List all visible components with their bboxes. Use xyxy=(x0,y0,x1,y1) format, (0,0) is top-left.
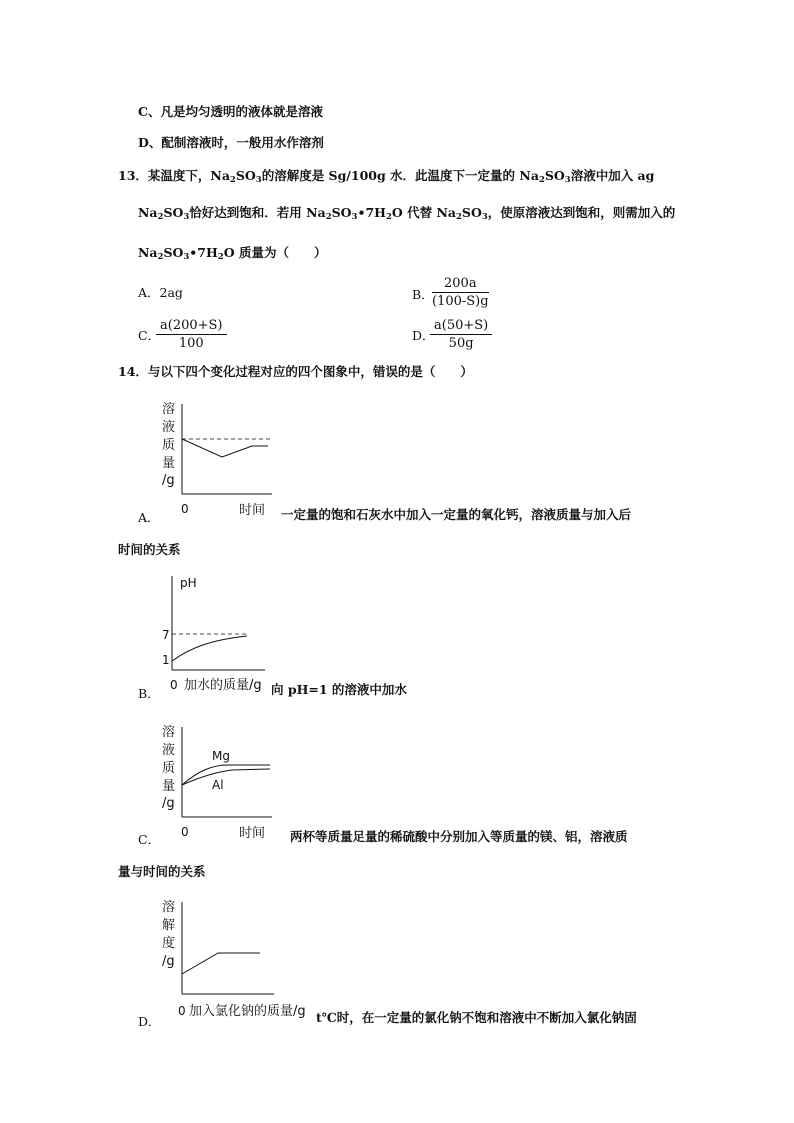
q13-stem-line1: 13．某温度下，$Na_2SO_3$的溶解度是 Sg/100g 水．此温度下一定量的 $Na_2SO_3$溶液中加入 ag xyxy=(118,168,655,185)
q14-stem: 14．与以下四个变化过程对应的四个图象中，错误的是（ ） xyxy=(118,364,473,379)
y-label-char: 溶 xyxy=(162,900,176,915)
y-label-char: 质 xyxy=(162,438,176,453)
al-label: Al xyxy=(212,778,224,792)
q13-option-b-letter: B． xyxy=(412,287,434,302)
y-label-char: 溶 xyxy=(162,402,176,417)
q14-option-c-letter: C． xyxy=(138,832,161,847)
q13-option-a xyxy=(138,285,183,301)
y-label-char: /g xyxy=(162,796,175,811)
q13-stem-line2: $Na_2SO_3$恰好达到饱和．若用 $Na_2SO_3•7H_2O$ 代替 $Na_2SO_3$，使原溶液达到饱和，则需加入的 xyxy=(138,205,676,222)
fraction-denominator: 100 xyxy=(178,336,204,351)
fraction-numerator: a(50+S) xyxy=(430,318,492,335)
y-label-char: 度 xyxy=(162,936,176,951)
y-label-char: 液 xyxy=(162,420,176,435)
q14-option-d-letter: D． xyxy=(138,1014,161,1029)
q14-option-b-desc: 向 pH=1 的溶液中加水 xyxy=(271,682,407,697)
q13-option-c-letter: C． xyxy=(138,328,161,343)
q13-option-c-fraction xyxy=(156,318,227,351)
q14-option-a-desc: 一定量的饱和石灰水中加入一定量的氧化钙，溶液质量与加入后 xyxy=(281,507,632,522)
origin-label: 0 xyxy=(181,825,189,839)
y-axis-label: pH xyxy=(180,576,197,590)
solution-mass-curve xyxy=(182,439,268,457)
y-label-char: 液 xyxy=(162,743,176,758)
fraction-denominator: (100-S)g xyxy=(432,294,489,309)
graph-b xyxy=(150,570,285,698)
tick-7-label: 7 xyxy=(162,628,170,642)
y-label-char: 溶 xyxy=(162,725,176,740)
y-label-char: 质 xyxy=(162,761,176,776)
y-label-char: /g xyxy=(162,954,175,969)
q13-option-d-letter: D． xyxy=(412,328,435,343)
mg-label: Mg xyxy=(212,749,230,763)
graph-a xyxy=(150,396,290,526)
ph-curve xyxy=(172,636,247,661)
x-axis-label: 加水的质量/g xyxy=(184,678,262,693)
al-curve xyxy=(182,769,270,785)
y-label-char: 量 xyxy=(162,779,176,794)
fraction-numerator: 200a xyxy=(432,276,489,293)
graph-d xyxy=(150,894,320,1024)
x-axis-label: 时间 xyxy=(239,503,266,518)
q13-stem-line3: $Na_2SO_3•7H_2O$ 质量为（ ） xyxy=(138,245,327,262)
q14-option-a-letter: A． xyxy=(138,510,160,525)
solubility-curve xyxy=(182,953,260,974)
q13-option-d-fraction xyxy=(430,318,492,351)
fraction-numerator: a(200+S) xyxy=(156,318,227,335)
q14-option-d-desc: t℃时，在一定量的氯化钠不饱和溶液中不断加入氯化钠固 xyxy=(316,1010,637,1025)
mg-curve xyxy=(182,765,270,785)
q14-option-b-letter: B． xyxy=(138,686,160,701)
option-text: 2ag xyxy=(159,285,183,300)
origin-label: 0 xyxy=(178,1004,186,1018)
y-label-char: 量 xyxy=(162,456,176,471)
tick-1-label: 1 xyxy=(162,653,170,667)
option-letter: A． xyxy=(138,285,160,300)
x-axis-label: 时间 xyxy=(239,826,266,841)
q14-option-c-desc-cont: 量与时间的关系 xyxy=(118,864,206,879)
option-c-prev: C、凡是均匀透明的液体就是溶液 xyxy=(138,104,323,119)
origin-label: 0 xyxy=(181,502,189,516)
y-label-char: /g xyxy=(162,473,175,488)
origin-label: 0 xyxy=(170,678,178,692)
q13-option-b-fraction xyxy=(432,276,489,309)
graph-c xyxy=(150,719,290,845)
option-d-prev: D、配制溶液时，一般用水作溶剂 xyxy=(138,135,324,150)
fraction-denominator: 50g xyxy=(448,336,474,351)
x-axis-label: 加入氯化钠的质量/g xyxy=(189,1004,306,1019)
q14-option-a-desc-cont: 时间的关系 xyxy=(118,542,181,557)
q14-option-c-desc: 两杯等质量足量的稀硫酸中分别加入等质量的镁、铝，溶液质 xyxy=(290,829,628,844)
y-label-char: 解 xyxy=(162,918,176,933)
